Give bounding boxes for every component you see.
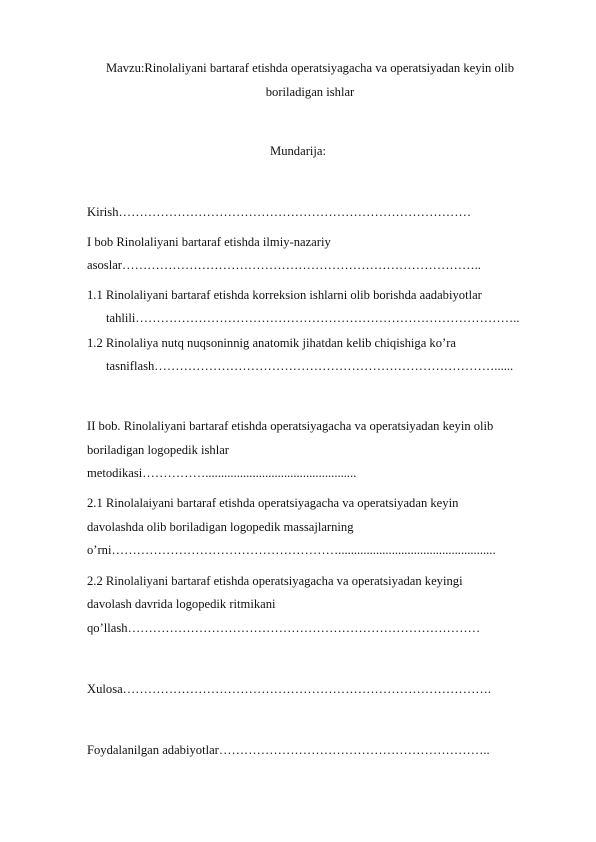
title-line-2: boriladigan ishlar: [265, 85, 355, 99]
toc-entry-chapter-2-line-1: II bob. Rinolaliyani bartaraf etishda operatsiyagacha va operatsiyadan keyin olib: [87, 419, 494, 433]
toc-entry-2-1-line-1: 2.1 Rinolalaiyani bartaraf etishda operatsiyagacha va operatsiyadan keyin: [87, 496, 459, 510]
toc-entry-2-2-line-2: davolash davrida logopedik ritmikani: [87, 597, 276, 611]
document-title: [70, 56, 550, 104]
toc-entry-1-1-line-2: tahlili………………………………………………………………………………..: [106, 311, 520, 325]
toc-entry-1-2-line-1: 1.2 Rinolaliya nutq nuqsoninnig anatomik jihatdan kelib chiqishiga ko’ra: [87, 336, 457, 350]
toc-entry-chapter-1-line-2: asoslar…………………………………………………………………………..: [87, 258, 481, 272]
toc-entry-introduction: Kirish…………………………………………………………………………: [87, 205, 472, 219]
toc-entry-conclusion: Xulosa…………………………………………………………………………….: [87, 682, 492, 696]
toc-entry-1-2-line-2: tasniflash………………………………………………………………………......: [106, 359, 514, 373]
toc-entry-2-2-line-1: 2.2 Rinolaliyani bartaraf etishda operatsiyagacha va operatsiyadan keyingi: [87, 574, 463, 588]
toc-entry-2-1-line-2: davolashda olib boriladigan logopedik massajlarning: [87, 520, 354, 534]
toc-entry-2-1-line-3: o’rni………………………………………………..................................................: [87, 543, 496, 557]
toc-entry-chapter-2-line-2: boriladigan logopedik ishlar: [87, 443, 229, 457]
contents-heading: Mundarija:: [270, 144, 326, 158]
toc-entry-1-1-line-1: 1.1 Rinolaliyani bartaraf etishda korreksion ishlarni olib borishda aadabiyotlar: [87, 288, 482, 302]
toc-entry-chapter-2-line-3: metodikasi……………................................................: [87, 466, 357, 480]
toc-entry-2-2-line-3: qo’llash…………………………………………………………………………: [87, 621, 481, 635]
title-line-1: Mavzu:Rinolaliyani bartaraf etishda operatsiyagacha va operatsiyadan keyin olib: [105, 61, 515, 75]
toc-entry-chapter-1-line-1: I bob Rinolaliyani bartaraf etishda ilmiy-nazariy: [87, 235, 331, 249]
toc-entry-references: Foydalanilgan adabiyotlar………………………………………………………..: [87, 743, 490, 757]
